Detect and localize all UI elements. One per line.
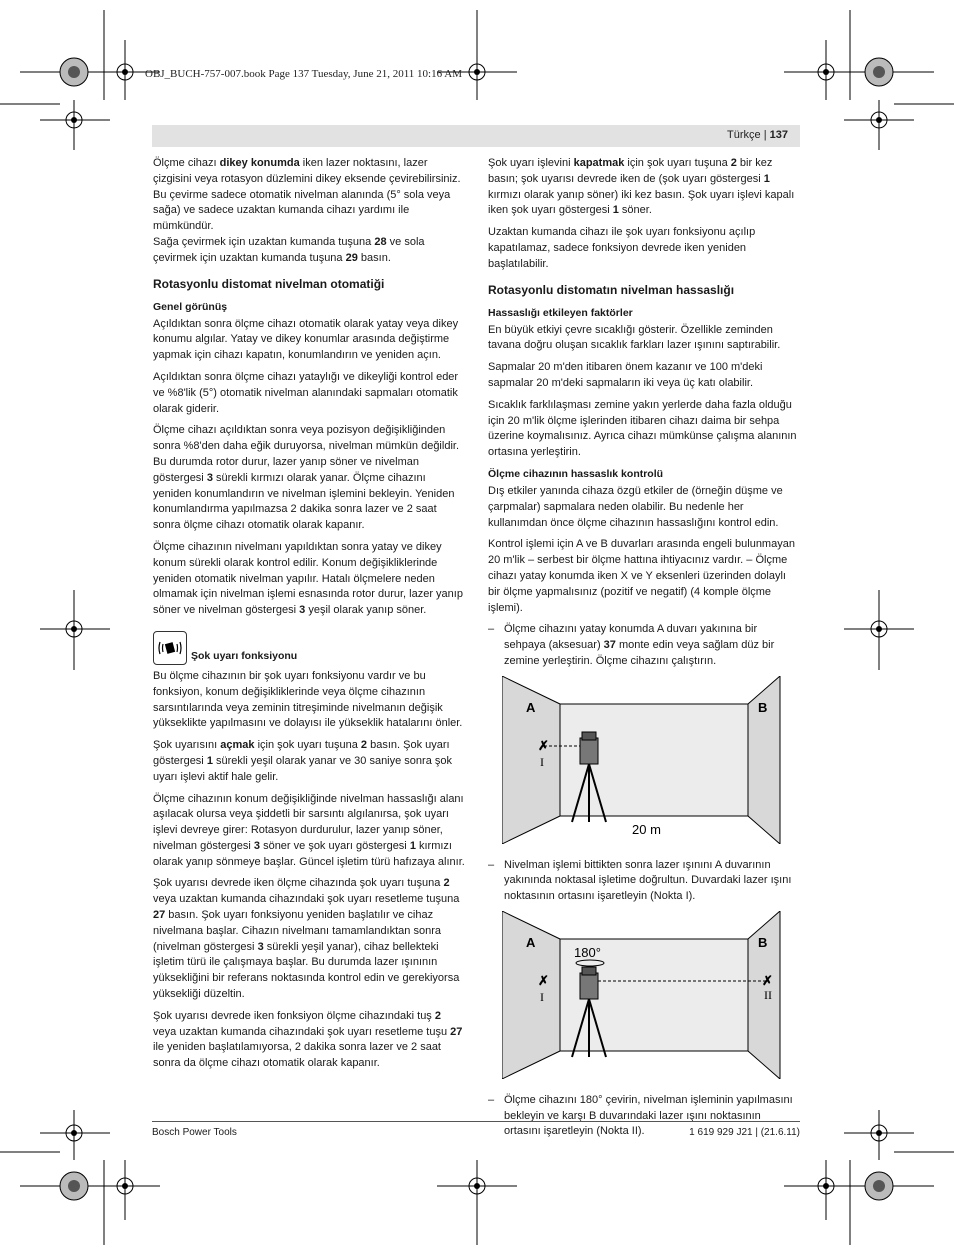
footer-doc-number: 1 619 929 J21 | (21.6.11) [689,1127,800,1138]
subsection-heading: Genel görünüş [153,300,228,313]
header-language-page [727,129,788,141]
paragraph: Şok uyarısını açmak için şok uyarı tuşuna 2 basın. Şok uyarı göstergesi 1 sürekli yeşil olarak yanar ve 30 saniye sonra şok uyarı işlevi aktif hale gelir. [153,739,452,783]
rotation-angle-label: 180° [574,944,601,960]
page-number: 137 [769,129,788,141]
paragraph: Şok uyarısı devrede iken fonksiyon ölçme cihazındaki tuş 2 veya uzaktan kumanda cihazındaki şok uyarı resetleme tuşu 27 ile yeniden başlatılamıyorsa, 2 dakika sonra lazer ve 2 saat sonra da ölçme cihazı otomatik olarak kapanır. [153,1009,463,1070]
print-slug: OBJ_BUCH-757-007.book Page 137 Tuesday, June 21, 2011 10:16 AM [145,68,462,80]
page-header [152,125,800,147]
paragraph: Ölçme cihazı açıldıktan sonra veya pozisyon değişikliğinden sonra %8'den daha eğik duruyorsa, nivelman mümkün değildir. Bu durumda rotor durur, lazer yanıp söner ve nivelman göstergesi 3 sürekli kırmızı olarak yanar. Ölçme cihazını yeniden konumlandırın ve nivelman işlemini bekleyin. Yeniden konumlandırma yapılmazsa 2 dakika sonra lazer ve 2 saat sonra ölçme cihazı otomatik olarak kapanır. [153,424,459,532]
paragraph: En büyük etkiyi çevre sıcaklığı gösterir. Özellikle zeminden tavana doğru oluşan sıcaklık farkları lazer ışınını saptırabilir. [488,323,781,352]
wall-b-label: B [758,934,768,950]
header-language: Türkçe [727,129,761,141]
paragraph: Uzaktan kumanda cihazı ile şok uyarı fonksiyonu açılıp kapatılamaz, sadece fonksiyon devrede iken yeniden başlatılabilir. [488,226,756,270]
paragraph: Ölçme cihazının nivelmanı yapıldıktan sonra yatay ve dikey konum sürekli olarak kontrol edilir. Konum değişikliklerinde yeniden otomatik nivelman yapılır. Hatalı ölçmelere neden olmamak için nivelman işlemi esnasında rotor durur, lazer yanıp söner ve nivelman göstergesi 3 yeşil olarak yanıp söner. [153,540,463,617]
section-heading: Rotasyonlu distomat nivelman otomatiği [153,276,385,291]
paragraph: Dış etkiler yanında cihaza özgü etkiler de (örneğin düşme ve çarpmalar) sapmalara neden olabilir. Bu nedenle her kullanımdan önce ölçme cihazının hassaslığını kontrol edin. [488,484,783,529]
list-item: – Nivelman işlemi bittikten sonra lazer ışınını A duvarının yakınında noktasal işletime doğrultun. Duvardaki lazer ışını noktasının ortasını işaretleyin (Nokta I). [488,858,792,903]
paragraph: Bu ölçme cihazının bir şok uyarı fonksiyonu vardır ve bu fonksiyon, konum değişikliklerinde veya ölçme cihazının sarsıntılarında veya zeminin titreşiminde nivelmanın değişik yükseklikte yapılmasını ve dolayısı ile yükseklik hatalarını önler. [153,669,463,730]
point-i-label: I [540,754,544,769]
list-item: – Ölçme cihazını yatay konumda A duvarı yakınına bir sehpaya (aksesuar) 37 monte edin veya sağlam düz bir zemine yerleştirin. Ölçme cihazını çalıştırın. [488,623,775,667]
list-item: – Ölçme cihazını 180° çevirin, nivelman işleminin yapılmasını bekleyin ve karşı B duvarındaki lazer ışını noktasının ortasını işaretleyin (Nokta II). [488,1093,793,1138]
paragraph: Ölçme cihazı dikey konumda iken lazer noktasını, lazer çizgisini veya rotasyon düzlemini dikey eksende çevirebilirsiniz. Bu çevirme sadece otomatik nivelman alanında (5° sola veya sağa) ve sadece uzaktan kumanda cihazı yardımı ile mümkündür. Sağa çevirmek için uzaktan kumanda tuşuna 28 ve sola çevirmek için uzaktan kumanda tuşuna 29 basın. [153,157,461,264]
paragraph: Sapmalar 20 m'den itibaren önem kazanır ve 100 m'deki sapmalar 20 m'deki sapmaların iki veya üç katı olabilir. [488,361,763,389]
shock-heading: Şok uyarı fonksiyonu [191,650,298,663]
paragraph: Şok uyarı işlevini kapatmak için şok uyarı tuşuna 2 bir kez basın; şok uyarısı devrede iken de (şok uyarı göstergesi 1 kırmızı olarak yanıp söner) iki kez basın. Şok uyarı işlevi kapalı iken şok uyarı göstergesi 1 söner. [488,157,795,217]
wall-b-label: B [758,699,768,715]
paragraph: Ölçme cihazının konum değişikliğinde nivelman hassaslığı alanı aşılacak olursa veya şiddetli bir sarsıntı algılanırsa, şok uyarı işlevi devreye girer: Rotasyon durdurulur, lazer yanıp söner, nivelman göstergesi 3 söner ve şok uyarı göstergesi 1 kırmızı olarak yanıp sönmeye başlar. Güncel işletim türü hafızaya alınır. [153,792,465,868]
shock-warning-icon [153,631,187,665]
paragraph: Açıldıktan sonra ölçme cihazı otomatik olarak yatay veya dikey konumu algılar. Yatay ve dikey konumlar arasında değiştirme yapmak için cihazı kapatın, konumlandırın ve yeniden açın. [153,317,459,362]
shock-heading-row [153,631,465,665]
point-ii-label: II [764,987,772,1002]
point-i-label: I [540,989,544,1004]
footer-rule [152,1121,800,1122]
footer-publisher: Bosch Power Tools [152,1127,237,1138]
subsection-heading: Hassaslığı etkileyen faktörler [488,306,633,319]
paragraph: Sıcaklık farklılaşması zemine yakın yerlerde daha fazla olduğu için 20 m'lik ölçme işlerinden itibaren cihazı daima bir sehpa üzerine koymalısınız. Ayrıca cihazı mümkünse çalışma alanının ortasına yerleştirin. [488,398,797,459]
right-column [488,156,800,1146]
subsection-heading: Ölçme cihazının hassaslık kontrolü [488,467,664,480]
laser-mark-x: ✗ [538,972,549,988]
wall-a-label: A [526,699,536,715]
distance-label: 20 m [632,821,661,837]
paragraph: Kontrol işlemi için A ve B duvarları arasında engeli bulunmayan 20 m'lik – serbest bir ölçme hattına ihtiyacınız vardır. – Ölçme cihazı yatay konumda iken X ve Y eksenleri üzerinden dolaylı bir ölçme yapmalısınız (pozitif ve negatif) (4 komple ölçme işlemi). [488,538,795,614]
section-heading: Rotasyonlu distomatın nivelman hassaslığı [488,282,735,297]
paragraph: Şok uyarısı devrede iken ölçme cihazında şok uyarı tuşuna 2 veya uzaktan kumanda cihazındaki şok uyarı resetleme tuşuna 27 basın. Şok uyarı fonksiyonu yeniden başlatılır ve cihaz nivelmana başlar. Cihazın nivelmanı tamamlandıktan sonra (nivelman göstergesi 3 sürekli yeşil yanar), cihaz bellekteki işletim türü ile çalışmaya başlar. Bu durumda lazer ışınının yüksekliğini bir referans noktasında kontrol edin ve gerekiyorsa yüksekliği düzeltin. [153,877,460,1001]
laser-mark-x: ✗ [762,972,773,988]
laser-mark-x: ✗ [538,737,549,753]
left-column [153,156,465,1078]
header-separator: | [760,129,770,141]
figure-room-point-2 [502,911,800,1085]
paragraph: Açıldıktan sonra ölçme cihazı yataylığı ve dikeyliği kontrol eder ve %8'lik (5°) otomatik nivelman alanındaki sapmaları otomatik olarak giderir. [153,370,459,415]
wall-a-label: A [526,934,536,950]
figure-room-point-1 [502,676,800,850]
